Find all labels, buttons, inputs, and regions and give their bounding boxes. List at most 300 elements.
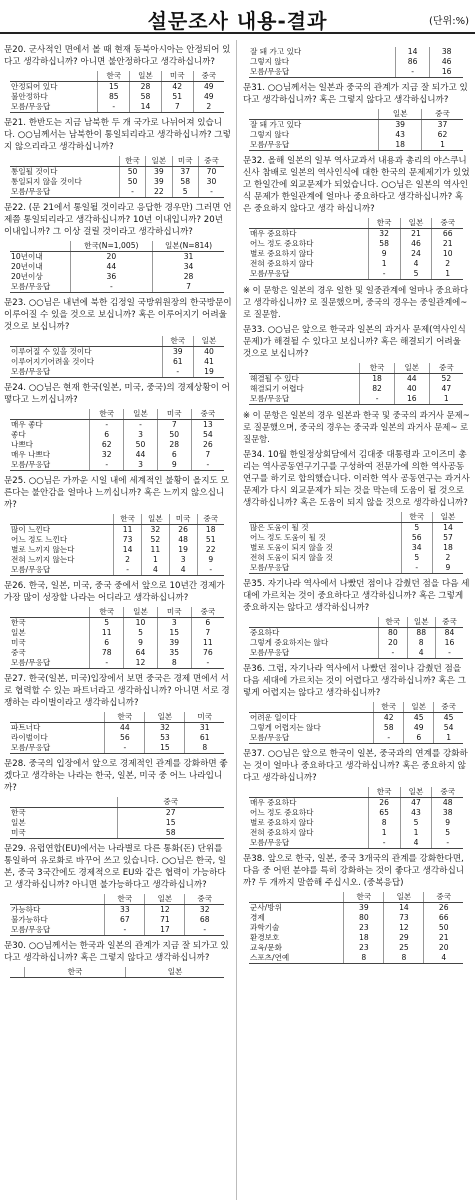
row-label: 많이 느낀다 (11, 525, 51, 534)
row-label: 모름/무응답 (249, 733, 374, 744)
table-row (249, 374, 463, 385)
question-text: 문29. 유럽연합(EU)에서는 나라별로 다른 통화(돈) 단위를 통일하여 유로화로 바꾸어 쓰고 있습니다. ○○님은 한국, 일본, 중국 3국간에도 경제적으로 EU와 같은 협력이 가능하다고 생각하십니까? 아니면 불가능하다고 생각하십니까? (4, 844, 227, 890)
cell-value: 27 (117, 808, 224, 819)
table-row (249, 638, 463, 648)
question-text: 문33. ○○님은 앞으로 한국과 일본의 과거사 문제(역사인식문제)가 해결될 수 있다고 보십니까? 혹은 해결되기 어려울 것으로 보십니까? (243, 325, 466, 359)
cell-value: 58 (117, 828, 224, 839)
cell-value: 44 (394, 374, 429, 385)
cell-value: 43 (379, 130, 422, 140)
header-blank (10, 607, 90, 618)
question-block (243, 82, 471, 151)
row-label: 그렇지 않다 (250, 130, 290, 139)
cell-value: 34 (153, 262, 224, 272)
table-header-row (10, 797, 224, 808)
row-label: 모름/무응답 (249, 563, 401, 574)
note-text: ※ 이 문항은 일본의 경우 일본과 한국 및 중국의 과거사 문제~ 로 질문했으며, 중국의 경우는 중국과 일본의 과거사 문제~ 로 질문함. (243, 410, 470, 444)
table-header-row (249, 218, 463, 229)
result-table (10, 71, 224, 113)
table-row (249, 563, 463, 574)
question-block (243, 748, 471, 849)
row-label: 과학기술 (250, 923, 280, 932)
row-label: 잘 돼 가고 있다 (250, 120, 302, 129)
row-label: 가능하다 (11, 905, 41, 914)
question-block (4, 117, 232, 198)
cell-value: 32 (145, 723, 185, 734)
table-row (249, 249, 463, 259)
cell-value: - (401, 563, 432, 574)
cell-value: 54 (434, 723, 463, 733)
cell-value: - (119, 187, 145, 198)
cell-value: 39 (344, 903, 384, 914)
table-row (249, 933, 463, 943)
cell-value: - (368, 269, 400, 280)
row-label: 별로 도움이 되지 않을 것 (250, 543, 334, 552)
row-label: 매우 중요하다 (250, 798, 297, 807)
cell-value: 8 (185, 743, 224, 754)
row-label: 환경보호 (250, 933, 280, 942)
question-text: 문37. ○○님은 앞으로 한국이 일본, 중국과의 연계를 강화하는 것이 얼마나 중요하다고 생각하십니까? 혹은 중요하지 않다고 생각하십니까? (243, 749, 468, 783)
column-header: 중국 (191, 409, 224, 420)
header-blank (10, 712, 105, 723)
column-header: 일본 (145, 894, 185, 905)
row-label: 20년이상 (11, 272, 43, 281)
cell-value: 12 (145, 905, 185, 916)
column-header: 한국 (24, 967, 125, 978)
row-label: 전혀 도움이 되지 않을 것 (250, 553, 334, 562)
cell-value: 36 (70, 272, 153, 282)
cell-value: 8 (384, 953, 424, 964)
row-label: 해결될 수 있다 (250, 374, 299, 383)
cell-value: 73 (384, 913, 424, 923)
table-row (10, 565, 224, 576)
column-header: 미국 (161, 71, 193, 82)
cell-value: 4 (400, 838, 432, 849)
cell-value: 32 (368, 229, 400, 240)
row-label: 파트너다 (11, 723, 41, 732)
result-table (10, 409, 224, 471)
column-header: 중국 (424, 892, 463, 903)
table-row (249, 713, 463, 724)
cell-value: 15 (117, 818, 224, 828)
cell-value: - (105, 743, 145, 754)
cell-value: 6 (404, 733, 434, 744)
header-blank (10, 409, 90, 420)
row-label: 모름/무응답 (10, 658, 90, 669)
cell-value: 1 (422, 140, 463, 151)
row-label: 군사/방위 (250, 903, 282, 912)
cell-value: 1 (400, 828, 432, 838)
column-header: 일본 (432, 512, 463, 523)
cell-value: 57 (432, 533, 463, 543)
question-block (243, 663, 471, 744)
cell-value: - (191, 658, 224, 669)
cell-value: 24 (400, 249, 432, 259)
cell-value: 26 (169, 525, 197, 536)
cell-value: 53 (145, 733, 185, 743)
row-label: 라이벌이다 (11, 733, 48, 742)
cell-value: 23 (344, 943, 384, 953)
cell-value: 66 (432, 229, 463, 240)
table-row (10, 628, 224, 638)
question-text: 문36. 그럼, 자기나라 역사에서 나빴던 점이나 감췄던 점을 다음 세대에 가르치는 것이 어렵다고 생각하십니까? 혹은 그렇게 어렵지는 않다고 생각하십니까? (243, 664, 466, 698)
row-label: 한국 (11, 808, 26, 817)
question-text: 문30. ○○님께서는 한국과 일본의 관계가 지금 잘 되가고 있다고 생각하십니까? 혹은 그렇지 않다고 생각하십니까? (4, 941, 229, 963)
result-table (10, 241, 224, 293)
cell-value: 47 (429, 384, 463, 394)
header-blank (249, 617, 379, 628)
row-label: 경제 (250, 913, 265, 922)
cell-value: 10 (432, 249, 463, 259)
cell-value: 32 (141, 525, 169, 536)
cell-value: 8 (344, 953, 384, 964)
cell-value: 20 (424, 943, 463, 953)
table-header-row (10, 156, 224, 167)
header-blank (10, 967, 24, 978)
cell-value: 39 (157, 638, 191, 648)
table-row (10, 535, 224, 545)
table-row (249, 953, 463, 964)
header-blank (10, 156, 119, 167)
cell-value: - (432, 838, 463, 849)
table-row (249, 384, 463, 394)
question-block (243, 853, 471, 964)
note-text: ※ 이 문항은 일본의 경우 일한 및 일중관계에 얼마나 중요하다고 생각하십니까? 로 질문했으며, 중국의 경우는 중일관계에~ 로 질문함. (243, 285, 469, 319)
row-label: 일본 (11, 818, 26, 827)
table-row (10, 282, 224, 293)
cell-value: 4 (169, 565, 197, 576)
cell-value: 28 (153, 272, 224, 282)
cell-value: 50 (424, 923, 463, 933)
column-header: 한국 (374, 702, 404, 713)
table-row (249, 229, 463, 240)
header-blank (10, 797, 117, 808)
cell-value: 80 (344, 913, 384, 923)
question-block (4, 202, 232, 293)
column-header: 일본 (130, 71, 162, 82)
cell-value: - (90, 658, 124, 669)
cell-value: 66 (424, 913, 463, 923)
column-header: 일본 (193, 336, 224, 347)
row-label: 모름/무응답 (10, 367, 162, 378)
cell-value: 7 (191, 450, 224, 460)
table-row (10, 347, 224, 358)
column-header: 중국 (435, 617, 463, 628)
cell-value: 21 (432, 239, 463, 249)
cell-value: - (191, 460, 224, 471)
column-header: 한국 (114, 514, 142, 525)
cell-value: 14 (432, 523, 463, 534)
row-label: 모름/무응답 (10, 565, 114, 576)
column-header: 중국 (197, 514, 224, 525)
cell-value: 42 (374, 713, 404, 724)
table-row (10, 905, 224, 916)
table-row (10, 545, 224, 555)
cell-value: - (379, 648, 407, 659)
question-block (4, 758, 232, 839)
column-header: 중국 (434, 702, 463, 713)
row-label: 어느 정도 느낀다 (11, 535, 68, 544)
cell-value: 3 (169, 555, 197, 565)
header-blank (249, 363, 360, 374)
cell-value: 41 (193, 357, 224, 367)
cell-value: - (90, 420, 124, 431)
cell-value: 18 (197, 525, 224, 536)
column-header: 일본 (400, 218, 432, 229)
row-label: 통일될 것이다 (11, 167, 58, 176)
cell-value: 26 (191, 440, 224, 450)
table-row (249, 67, 463, 78)
cell-value: 19 (169, 545, 197, 555)
cell-value: 61 (162, 357, 193, 367)
result-table (249, 892, 463, 964)
cell-value: 31 (153, 252, 224, 263)
table-row (10, 357, 224, 367)
cell-value: 84 (435, 628, 463, 639)
table-row (10, 82, 224, 93)
cell-value: 15 (157, 628, 191, 638)
cell-value: 18 (379, 140, 422, 151)
column-header: 일본 (124, 607, 158, 618)
row-label: 어느 정도 중요하다 (250, 808, 314, 817)
cell-value: 45 (404, 713, 434, 724)
column-header: 중국 (191, 607, 224, 618)
column-header: 중국 (432, 787, 463, 798)
row-label: 일본 (11, 628, 26, 637)
cell-value: 37 (172, 167, 198, 178)
header-blank (10, 514, 114, 525)
cell-value: 37 (422, 120, 463, 131)
column-header: 미국 (157, 409, 191, 420)
row-label: 모름/무응답 (10, 102, 98, 113)
cell-value: 29 (384, 933, 424, 943)
cell-value: 52 (429, 374, 463, 385)
cell-value: - (368, 838, 400, 849)
result-table (10, 894, 224, 936)
cell-value: 18 (360, 374, 395, 385)
cell-value: 4 (424, 953, 463, 964)
table-row (249, 130, 463, 140)
table-row (249, 903, 463, 914)
page-title: 설문조사 내용-결과 (147, 9, 328, 33)
row-label: 모름/무응답 (249, 67, 395, 78)
cell-value: 23 (344, 923, 384, 933)
cell-value: 6 (90, 430, 124, 440)
cell-value: 51 (161, 92, 193, 102)
title-bar (0, 0, 475, 34)
table-row (249, 798, 463, 809)
cell-value: 9 (197, 555, 224, 565)
cell-value: 6 (157, 450, 191, 460)
question-text: 문23. ○○님은 내년에 북한 김정일 국방위원장의 한국방문이 이루어질 수 있을 것으로 보십니까? 혹은 이루어지기 어려울 것으로 보십니까? (4, 298, 232, 332)
column-header: 한국 (90, 409, 124, 420)
result-table (10, 336, 224, 378)
cell-value: 26 (424, 903, 463, 914)
row-label: 이루어질 수 있을 것이다 (11, 347, 92, 356)
row-label: 전혀 느끼지 않는다 (11, 555, 75, 564)
question-block (4, 580, 232, 669)
cell-value: 5 (124, 628, 158, 638)
cell-value: 12 (384, 923, 424, 933)
header-blank (249, 702, 374, 713)
question-block (4, 297, 232, 378)
result-table (249, 702, 463, 744)
result-table (10, 514, 224, 576)
column-header: 일본 (146, 156, 172, 167)
cell-value: 9 (432, 563, 463, 574)
header-blank (249, 787, 368, 798)
cell-value: - (374, 733, 404, 744)
cell-value: 16 (435, 638, 463, 648)
row-label: 전혀 중요하지 않다 (250, 259, 314, 268)
header-blank (10, 71, 98, 82)
table-header-row (249, 512, 463, 523)
result-table (249, 787, 463, 849)
question-text: 문24. ○○님은 현재 한국(일본, 미국, 중국)의 경제상황이 어떻다고 느끼십니까? (4, 383, 230, 405)
row-label: 별로 중요하지 않다 (250, 249, 314, 258)
cell-value: 5 (401, 523, 432, 534)
cell-value: 46 (430, 57, 463, 67)
column-header: 일본 (126, 967, 224, 978)
cell-value: 16 (430, 67, 463, 78)
right-column (243, 44, 471, 968)
column-header: 일본 (141, 514, 169, 525)
cell-value: 1 (368, 259, 400, 269)
table-row (249, 838, 463, 849)
row-label: 중국 (11, 648, 26, 657)
cell-value: 6 (191, 618, 224, 629)
row-label: 모름/무응답 (10, 282, 70, 293)
cell-value: 4 (141, 565, 169, 576)
table-row (10, 367, 224, 378)
cell-value: 78 (90, 648, 124, 658)
cell-value: 52 (141, 535, 169, 545)
cell-value: 49 (404, 723, 434, 733)
cell-value: 21 (400, 229, 432, 240)
table-row (10, 648, 224, 658)
cell-value: 45 (434, 713, 463, 724)
cell-value: 21 (424, 933, 463, 943)
result-table (10, 797, 224, 839)
cell-value: 5 (401, 553, 432, 563)
cell-value: 22 (146, 187, 172, 198)
cell-value: 58 (172, 177, 198, 187)
cell-value: - (70, 282, 153, 293)
column-header: 한국 (368, 218, 400, 229)
result-table (249, 218, 463, 280)
column-header: 한국 (344, 892, 384, 903)
table-header-row (10, 409, 224, 420)
cell-value: 32 (90, 450, 124, 460)
column-header: 미국 (172, 156, 198, 167)
column-header: 한국 (162, 336, 193, 347)
table-row (249, 913, 463, 923)
question-block (4, 843, 232, 936)
row-label: 모름/무응답 (249, 140, 379, 151)
column-header: 중국 (429, 363, 463, 374)
cell-value: 39 (146, 177, 172, 187)
cell-value: 28 (130, 82, 162, 93)
header-blank (249, 109, 379, 120)
question-text: 문21. 한반도는 지금 남북한 두 개 국가로 나뉘어져 있습니다. ○○님께서는 남북한이 통일되리라고 생각하십니까? 그렇지 않으리라고 생각하십니까? (4, 118, 231, 152)
column-header: 한국 (401, 512, 432, 523)
table-header-row (10, 336, 224, 347)
cell-value: - (198, 187, 224, 198)
cell-value: 8 (368, 818, 400, 828)
cell-value: - (124, 420, 158, 431)
cell-value: 28 (157, 440, 191, 450)
column-header: 한국 (90, 607, 124, 618)
table-row (10, 743, 224, 754)
row-label: 해결되기 어렵다 (250, 384, 304, 393)
table-row (249, 553, 463, 563)
cell-value: 43 (400, 808, 432, 818)
cell-value: 1 (141, 555, 169, 565)
table-row (10, 828, 224, 839)
cell-value: 88 (407, 628, 435, 639)
cell-value: 58 (374, 723, 404, 733)
row-label: 미국 (11, 638, 26, 647)
table-row (10, 420, 224, 431)
cell-value: 14 (130, 102, 162, 113)
table-row (10, 440, 224, 450)
table-row (249, 57, 463, 67)
cell-value: 1 (429, 394, 463, 405)
column-header: 중국 (432, 218, 463, 229)
question-text: 문20. 군사적인 면에서 볼 때 현재 동북아시아는 안정되어 있다고 생각하십니까? 아니면 불안정하다고 생각하십니까? (4, 45, 231, 67)
cell-value: 50 (119, 167, 145, 178)
cell-value: 1 (434, 733, 463, 744)
cell-value: 68 (185, 915, 224, 925)
cell-value: 6 (90, 638, 124, 648)
row-label: 어느 정도 중요하다 (250, 239, 314, 248)
table-row (249, 818, 463, 828)
result-table (249, 512, 463, 574)
table-row (10, 272, 224, 282)
table-row (10, 808, 224, 819)
row-label: 모름/무응답 (249, 648, 379, 659)
cell-value: 2 (114, 555, 142, 565)
row-label: 교육/문화 (250, 943, 282, 952)
row-label: 좋다 (11, 430, 26, 439)
question-text: 문31. ○○님께서는 일본과 중국의 관계가 지금 잘 되가고 있다고 생각하십니까? 혹은 그렇지 않다고 생각하십니까? (243, 83, 468, 105)
table-row (10, 187, 224, 198)
column-header: 중국 (422, 109, 463, 120)
column-header: 중국 (185, 894, 224, 905)
table-row (249, 269, 463, 280)
cell-value: 76 (191, 648, 224, 658)
table-row (10, 658, 224, 669)
cell-value: 44 (105, 723, 145, 734)
table-row (249, 239, 463, 249)
row-label: 나쁘다 (11, 440, 34, 449)
cell-value: 9 (157, 460, 191, 471)
cell-value: - (105, 925, 145, 936)
column-header: 한국 (360, 363, 395, 374)
cell-value: 7 (157, 420, 191, 431)
row-label: 그렇게 어렵지는 않다 (250, 723, 321, 732)
cell-value: 14 (384, 903, 424, 914)
cell-value: 11 (141, 545, 169, 555)
table-row (249, 723, 463, 733)
table-row (249, 628, 463, 639)
table-row (10, 262, 224, 272)
header-blank (10, 241, 70, 252)
question-block (4, 44, 232, 113)
cell-value: 2 (193, 102, 224, 113)
table-row (249, 394, 463, 405)
column-header: 한국 (105, 894, 145, 905)
cell-value: 4 (407, 648, 435, 659)
